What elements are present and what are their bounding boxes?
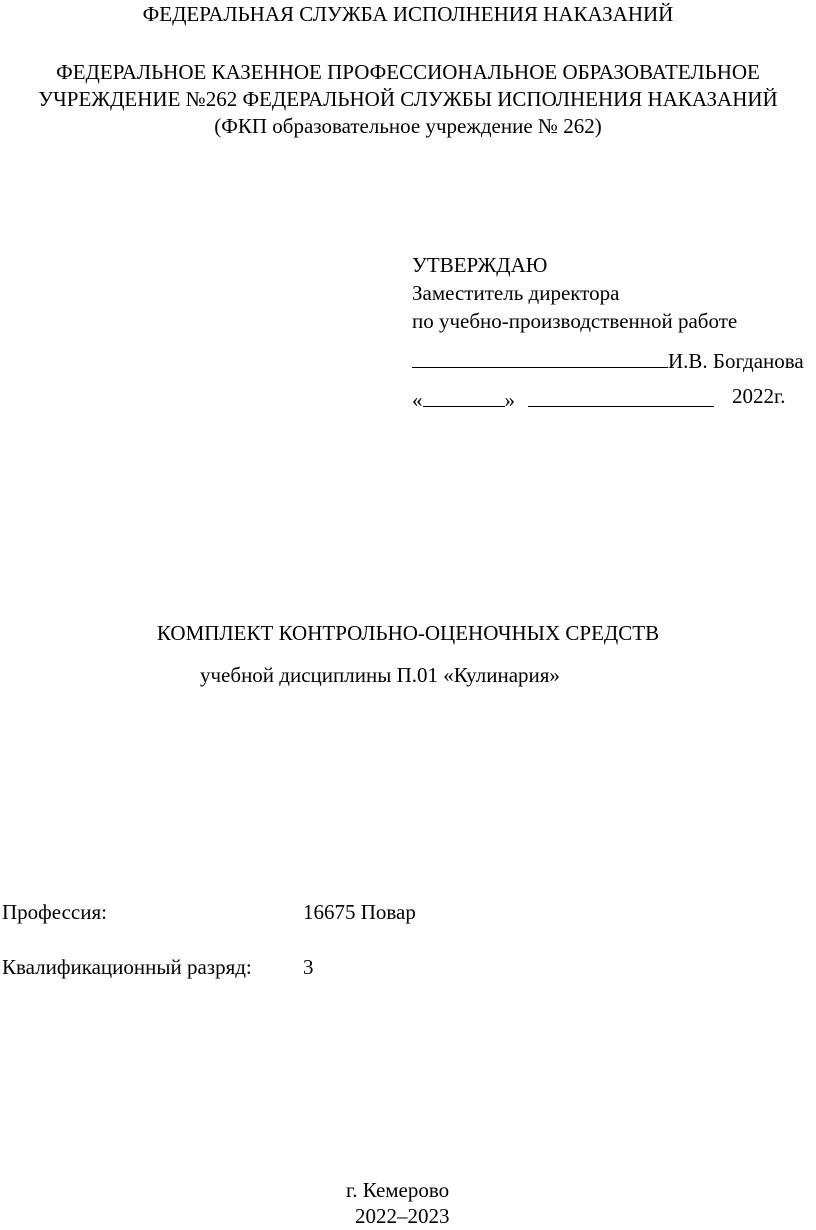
academic-years: 2022–2023: [355, 1204, 450, 1228]
document-subtitle: учебной дисциплины П.01 «Кулинария»: [200, 663, 560, 687]
month-blank-wrap: [528, 386, 714, 411]
profession-label: Профессия:: [2, 900, 107, 924]
month-blank: [528, 386, 714, 407]
approval-year: 2022г.: [732, 384, 786, 408]
city: г. Кемерово: [346, 1178, 450, 1202]
grade-value: 3: [303, 955, 314, 979]
approval-position-line-1: Заместитель директора: [412, 281, 620, 305]
profession-value: 16675 Повар: [303, 900, 416, 924]
quote-open: «: [412, 388, 423, 412]
approval-position-line-2: по учебно-производственной работе: [412, 309, 738, 333]
signatory-name: И.В. Богданова: [668, 349, 804, 373]
agency-name: ФЕДЕРАЛЬНАЯ СЛУЖБА ИСПОЛНЕНИЯ НАКАЗАНИЙ: [142, 2, 674, 26]
day-blank: [423, 386, 505, 407]
institution-line-2: УЧРЕЖДЕНИЕ №262 ФЕДЕРАЛЬНОЙ СЛУЖБЫ ИСПОЛНЕНИЯ НАКАЗАНИЙ: [38, 87, 778, 111]
approval-heading: УТВЕРЖДАЮ: [412, 253, 548, 277]
signature-line: [412, 347, 668, 368]
grade-label: Квалификационный разряд:: [2, 955, 252, 979]
institution-short-name: (ФКП образовательное учреждение № 262): [214, 114, 602, 138]
signature-row: [412, 347, 804, 372]
institution-line-1: ФЕДЕРАЛЬНОЕ КАЗЕННОЕ ПРОФЕССИОНАЛЬНОЕ ОБРАЗОВАТЕЛЬНОЕ: [56, 60, 760, 84]
quote-close: »: [504, 388, 515, 412]
document-title: КОМПЛЕКТ КОНТРОЛЬНО-ОЦЕНОЧНЫХ СРЕДСТВ: [156, 621, 660, 645]
date-row: [412, 386, 515, 411]
